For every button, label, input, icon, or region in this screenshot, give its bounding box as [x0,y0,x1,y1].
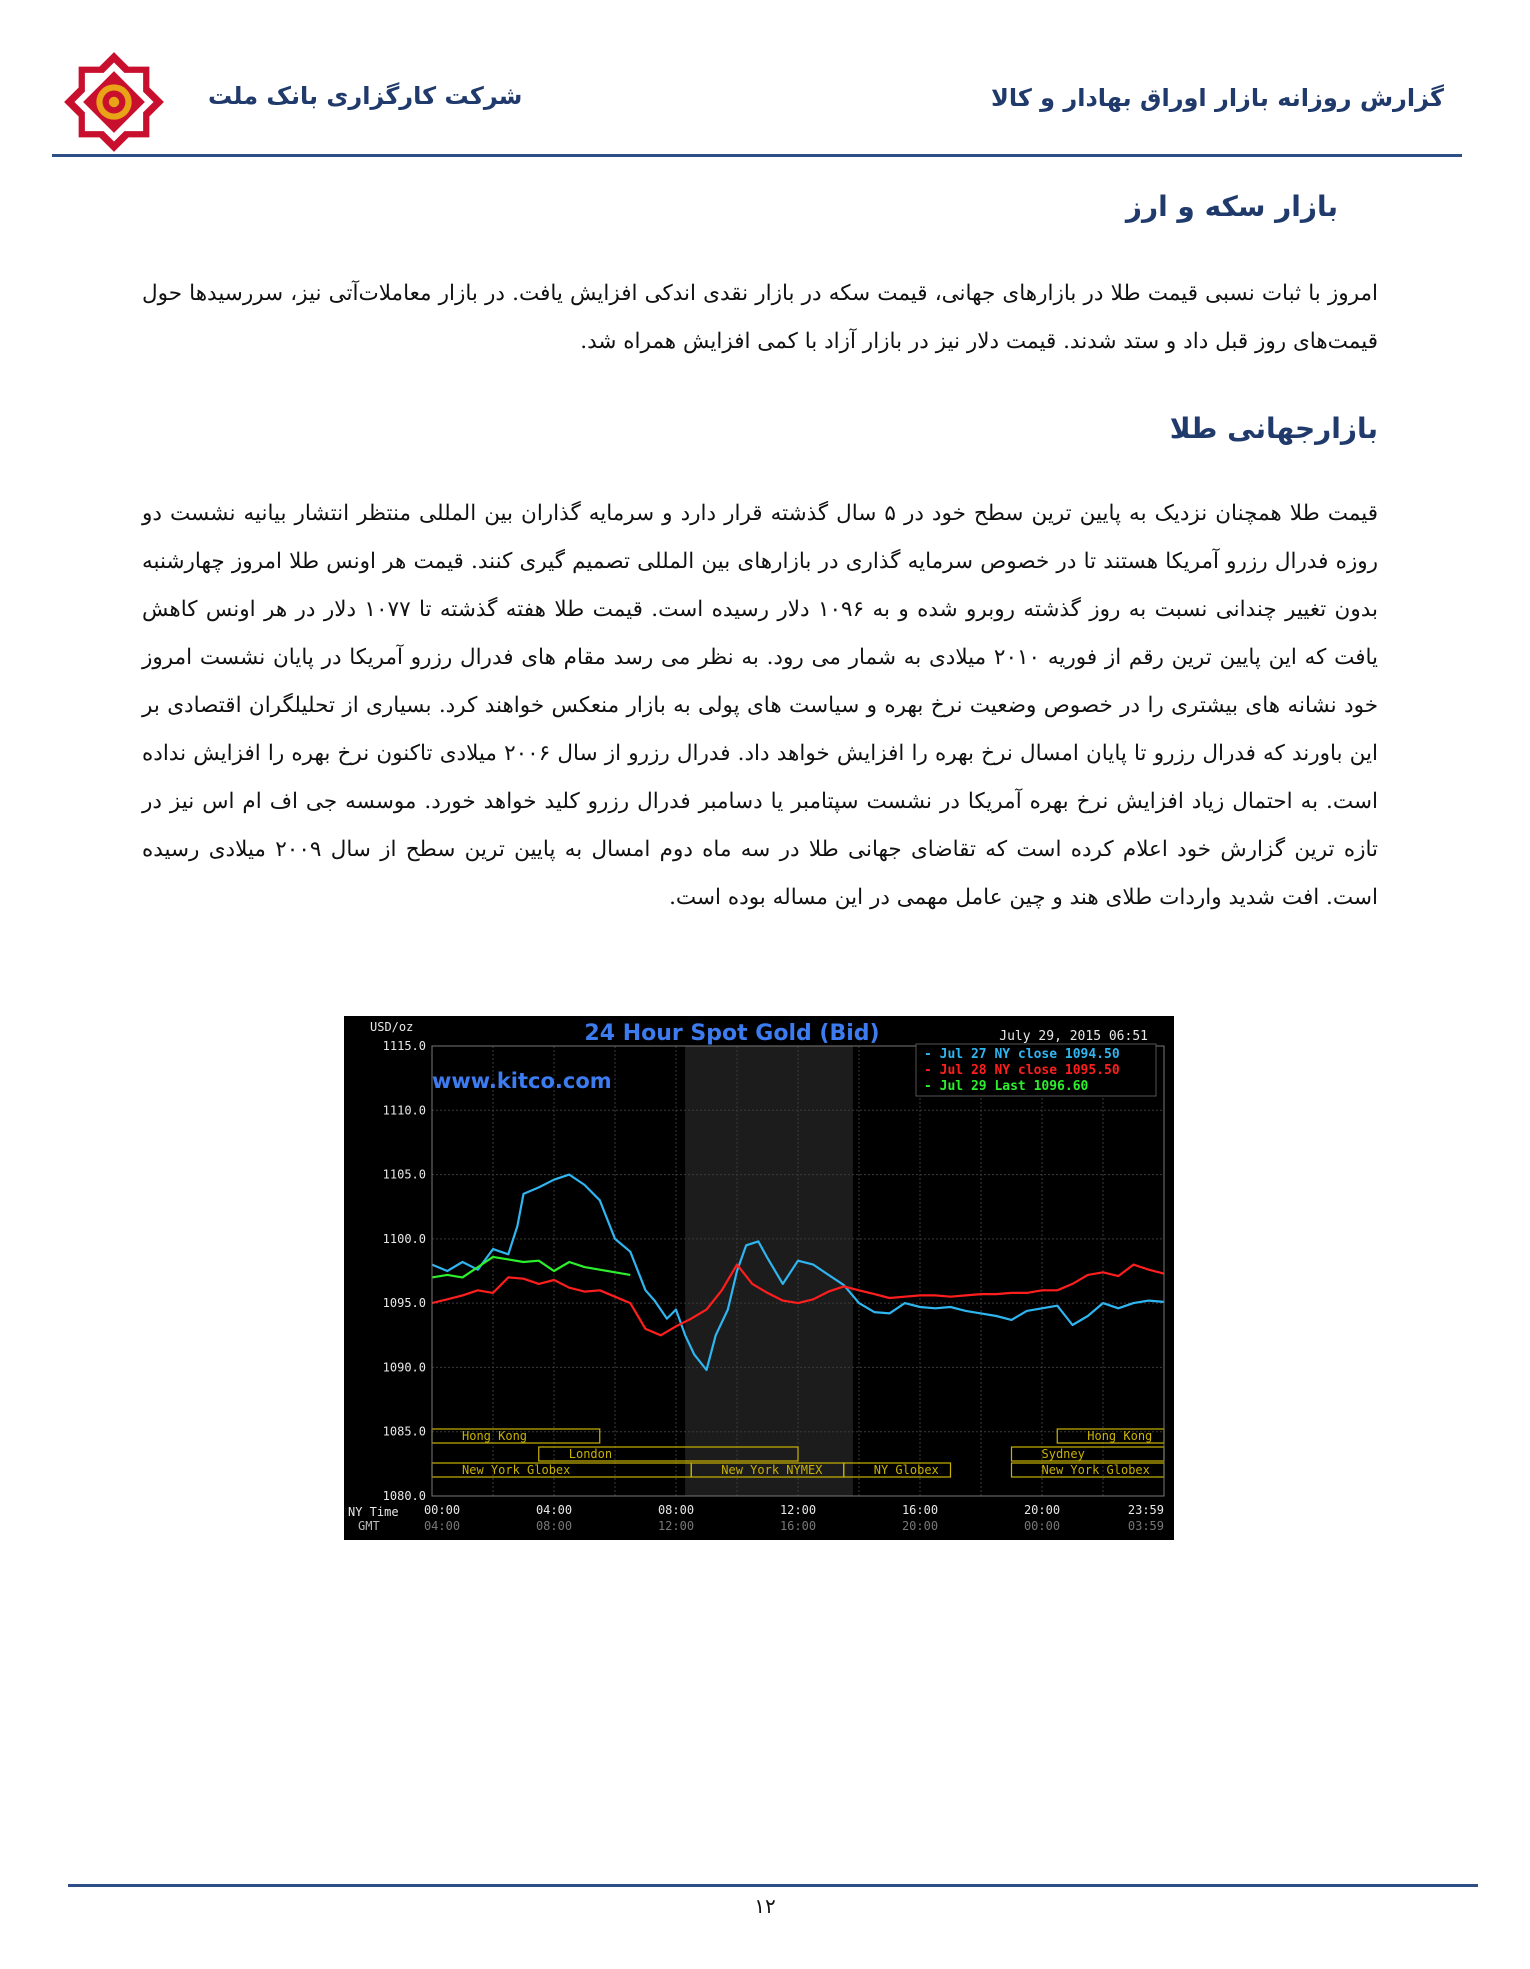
x-axis-label-gmt: GMT [358,1519,380,1533]
x-tick-label-ny: 08:00 [657,1503,695,1517]
y-tick-label: 1105.0 [382,1167,426,1182]
y-tick-label: 1080.0 [382,1489,426,1503]
footer-divider [68,1884,1478,1887]
section-paragraph-global-gold: قیمت طلا همچنان نزدیک به پایین ترین سطح خود در ۵ سال گذشته قرار دارد و سرمایه گذاران بین المللی منتظر انتشار بیانیه نشست دو روزه فدرال رزرو آمریکا هستند تا در خصوص سرمایه گذاری در بازارهای بین المللی تصمیم گیری کنند. قیمت هر اونس طلا امروز چهارشنبه بدون تغییر چندانی نسبت به روز گذشته روبرو شده و به ۱۰۹۶ دلار رسیده است. قیمت طلا هفته گذشته تا ۱۰۷۷ دلار در هر اونس کاهش یافت که این پایین ترین رقم از فوریه ۲۰۱۰ میلادی به شمار می رود. به نظر می رسد مقام های فدرال رزرو آمریکا در پایان نشست امروز خود نشانه های بیشتری را در خصوص وضعیت نرخ بهره و سیاست های پولی به بازار منعکس خواهند کرد. بسیاری از تحلیلگران اقتصادی بر این باورند که فدرال رزرو تا پایان امسال نرخ بهره را افزایش خواهد داد. فدرال رزرو از سال ۲۰۰۶ میلادی تاکنون نرخ بهره را افزایش نداده است. به احتمال زیاد افزایش نرخ بهره آمریکا در نشست سپتامبر یا دسامبر فدرال رزرو کلید خواهد خورد. موسسه جی اف ام اس نیز در تازه ترین گزارش خود اعلام کرده است که تقاضای جهانی طلا در سه ماه دوم امسال به پایین ترین سطح از سال ۲۰۰۹ میلادی رسیده است. افت شدید واردات طلای هند و چین عامل مهمی در این مساله بوده است. [142,501,1379,910]
x-tick-label-gmt: 00:00 [1023,1519,1061,1533]
chart-timestamp: July 29, 2015 06:51 [999,1029,1148,1044]
section-paragraph-coin-currency: امروز با ثبات نسبی قیمت طلا در بازارهای جهانی، قیمت سکه در بازار نقدی اندکی افزایش یافت. در بازار معاملات‌آتی نیز، سررسیدها حول قیمت‌های روز قبل داد و ستد شدند. قیمت دلار نیز در بازار آزاد با کمی افزایش همراه شد. [142,281,1378,354]
x-tick-label-gmt: 16:00 [779,1519,817,1533]
y-tick-label: 1085.0 [382,1424,426,1439]
x-tick-label-gmt: 20:00 [901,1519,939,1533]
y-tick-label: 1100.0 [382,1231,426,1246]
legend-entry: - Jul 27 NY close 1094.50 [924,1047,1120,1062]
bank-logo-icon [62,50,166,154]
x-tick-label-gmt: 03:59 [1127,1519,1164,1533]
chart-title: 24 Hour Spot Gold (Bid) [584,1021,880,1046]
legend-entry: - Jul 28 NY close 1095.50 [924,1063,1120,1078]
page-number: ۱۲ [754,1894,776,1918]
session-shade [685,1046,853,1496]
report-title: گزارش روزانه بازار اوراق بهادار و کالا [990,84,1444,112]
x-tick-label-gmt: 04:00 [423,1519,461,1533]
session-label: New York NYMEX [721,1463,823,1477]
gold-price-chart [344,1016,1174,1540]
chart-unit: USD/oz [370,1020,414,1034]
session-label: New York Globex [462,1463,571,1477]
y-tick-label: 1115.0 [382,1039,426,1053]
chart-watermark: www.kitco.com [432,1069,612,1093]
x-tick-label-gmt: 08:00 [535,1519,573,1533]
y-tick-label: 1095.0 [382,1296,426,1311]
x-tick-label-ny: 16:00 [901,1503,939,1517]
session-label: Hong Kong [1087,1429,1153,1443]
x-axis-label-ny: NY Time [348,1505,399,1519]
legend-entry: - Jul 29 Last 1096.60 [924,1079,1089,1094]
session-label: New York Globex [1041,1463,1150,1477]
company-name: شرکت کارگزاری بانک ملت [208,82,523,110]
y-tick-label: 1110.0 [382,1103,426,1118]
session-label: Hong Kong [462,1429,528,1443]
section-heading-coin-currency: بازار سکه و ارز [1125,190,1338,223]
session-label: Sydney [1041,1447,1085,1461]
x-tick-label-gmt: 12:00 [657,1519,695,1533]
session-label: NY Globex [873,1463,939,1477]
header-divider [52,154,1462,157]
x-tick-label-ny: 00:00 [423,1503,461,1517]
session-label: London [568,1447,613,1461]
gold-price-chart-svg [344,1016,1174,1540]
y-tick-label: 1090.0 [382,1360,426,1375]
x-tick-label-ny: 20:00 [1023,1503,1061,1517]
x-tick-label-ny: 12:00 [779,1503,817,1517]
section-heading-global-gold: بازارجهانی طلا [1169,412,1378,445]
x-tick-label-ny: 23:59 [1127,1503,1164,1517]
x-tick-label-ny: 04:00 [535,1503,573,1517]
